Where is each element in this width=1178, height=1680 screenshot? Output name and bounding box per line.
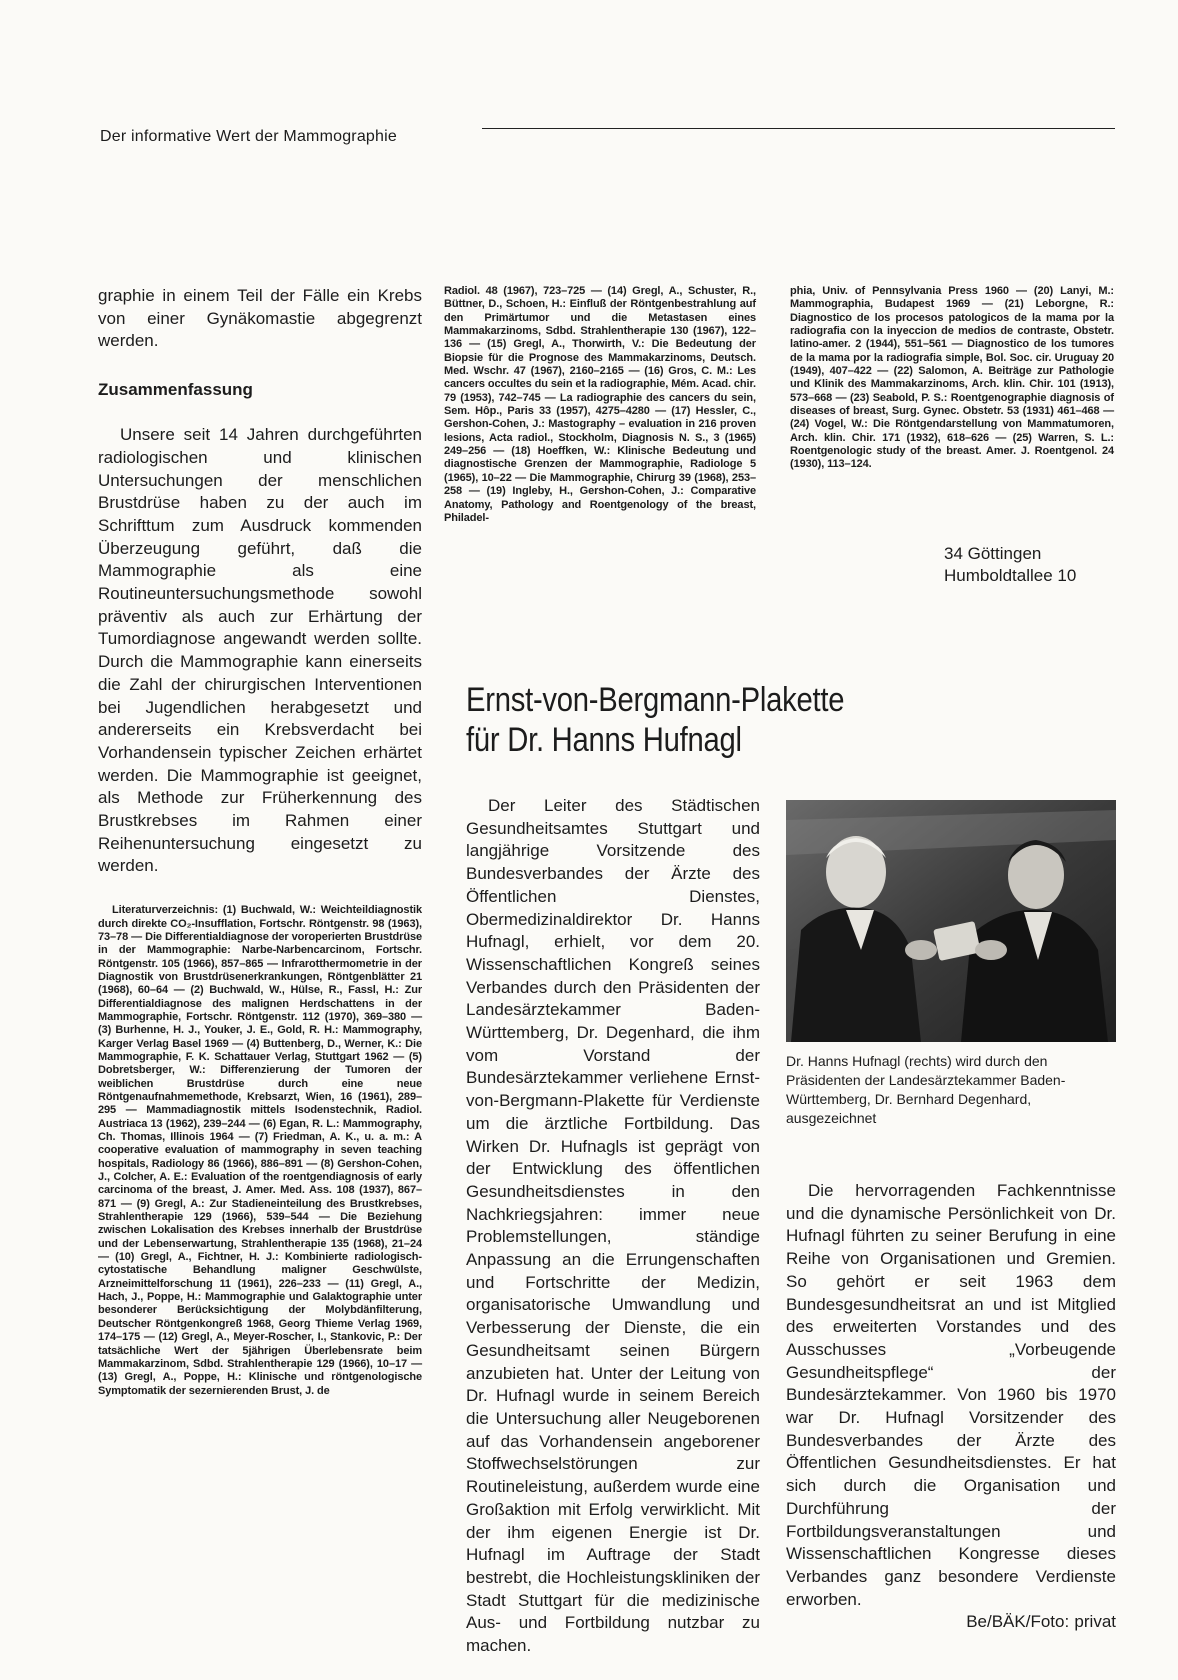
- continuation-paragraph: [98, 285, 422, 353]
- photo-caption: Dr. Hanns Hufnagl (rechts) wird durch den Präsidenten der Landesärztekammer Baden-Württemberg, Dr. Bernhard Degenhard, ausgezeichnet: [786, 1053, 1066, 1126]
- references-label: Literaturverzeichnis:: [112, 904, 219, 917]
- running-header: Der informative Wert der Mammographie: [100, 128, 397, 145]
- article-text-left: Der Leiter des Städtischen Gesundheitsamtes Stuttgart und langjährige Vorsitzende des Bundesverbandes der Ärzte des Öffentlichen Dienstes, Obermedizinaldirektor Dr. Hanns Hufnagl, erhielt, vor dem 20. Wissenschaftlichen Kongreß seines Verbandes durch den Präsidenten der Landesärztekammer Baden-Württemberg, Dr. Degenhard, die ihm vom Vorstand der Bundesärztekammer verliehene Ernst-von-Bergmann-Plakette für Verdienste um die ärztliche Fortbildung. Das Wirken Dr. Hufnagls ist geprägt von der Entwicklung des öffentlichen Gesundheitsdienstes in den Nachkriegsjahren: immer neue Problemstellungen, ständige Anpassung an die Errungenschaften und Fortschritte der Medizin, organisatorische Umwandlung und Verbesserung der Dienste, die ein Gesundheitsamt seinen Bürgern anzubieten hat. Unter der Leitung von Dr. Hufnagl wurde in seinem Bereich die Untersuchung aller Neugeborenen auf das Vorhandensein angeborener Stoffwechselstörungen zur Routineleistung, außerdem wurde eine Großaktion mit Erfolg verwirklicht. Mit der ihm eigenen Energie ist Dr. Hufnagl im Auftrage der Stadt bestrebt, die Hochleistungskliniken der Stadt Stuttgart für die medizinische Aus- und Fortbildung nutzbar zu machen.: [466, 796, 760, 1656]
- references-middle: Radiol. 48 (1967), 723–725 — (14) Gregl, A., Schuster, R., Büttner, D., Schoen, H.: Einfluß der Röntgenbestrahlung auf den Primärtumor und die Metastasen eines Mammakarzinoms, Sdbd. Strahlentherapie 130 (1967), 122–136 — (15) Gregl, A., Thorwirth, V.: Die Bedeutung der Biopsie für die Prognose des Mammakarzinoms, Deutsch. Med. Wschr. 47 (1967), 2160–2165 — (16) Gros, C. M.: Les cancers occultes du sein et la radiographie, Mém. Acad. chir. 79 (1953), 742–745 — La radiographie des cancers du sein, Sem. Hôp., Paris 33 (1957), 4275–4280 — (17) Hessler, C., Gershon-Cohen, J.: Mastography – evaluation in 216 proven lesions, Acta radiol., Stockholm, Diagnosis N. S., 3 (1965) 249–256 — (18) Hoeffken, W.: Klinische Bedeutung und diagnostische Grenzen der Mammographie, Radiologe 5 (1965), 10–22 — Die Mammographie, Chirurg 39 (1968), 253–258 — (19) Ingleby, H., Gershon-Cohen, J.: Comparative Anatomy, Pathology and Roentgenology of the breast, Philadel-: [444, 285, 756, 524]
- award-photo-illustration: [786, 800, 1116, 1042]
- references-right: phia, Univ. of Pennsylvania Press 1960 — (20) Lanyi, M.: Mammographia, Budapest 1969 — (21) Leborgne, R.: Diagnostico de los procesos patologicos de la mama por la radiografia con la inyeccion de medios de contraste, Obstetr. latino-amer. 2 (1944), 551–561 — Diagnostico de los tumores de la mama por la radiografia simple, Bol. Soc. cir. Uruguay 20 (1949), 407–422 — (22) Salomon, A. Beiträge zur Pathologie und Klinik des Mammakarzinoms, Arch. klin. Chir. 101 (1913), 573–668 — (23) Seabold, P. S.: Roentgenographie diagnosis of diseases of breast, Surg. Gynec. Obstetr. 53 (1931) 461–468 — (24) Vogel, W.: Die Röntgendarstellung von Mammatumoren, Arch. klin. Chir. 171 (1932), 618–626 — (25) Warren, S. L.: Roentgenologic study of the breast. Amer. J. Roentgenol. 24 (1930), 113–124.: [790, 285, 1114, 471]
- continuation-text: graphie in einem Teil der Fälle ein Krebs von einer Gynäkomastie abgegrenzt werden.: [98, 286, 422, 351]
- address-city: 34 Göttingen: [944, 544, 1042, 563]
- article-title: [466, 680, 1034, 760]
- header-rule: [482, 128, 1115, 129]
- award-photo: [786, 800, 1116, 1042]
- address-street: Humboldtallee 10: [944, 566, 1077, 585]
- article-title-line1: Ernst-von-Bergmann-Plakette: [466, 681, 845, 719]
- article-body-right: [786, 1180, 1116, 1634]
- summary-text: Unsere seit 14 Jahren durchgeführten radiologischen und klinischen Untersuchungen der menschlichen Brustdrüse haben zu der auch im Schrifttum zum Ausdruck kommenden Überzeugung geführt, daß die Mammographie als eine Routineuntersuchungsmethode sowohl präventiv als auch zur Erhärtung der Tumordiagnose angewandt werden sollte. Durch die Mammographie kann einerseits die Zahl der chirurgischen Interventionen bei Jugendlichen herabgesetzt und andererseits ein Krebsverdacht bei Vorhandensein typischer Zeichen erhärtet werden. Die Mammographie ist geeignet, als Methode zur Früherkennung des Brustkrebses im Rahmen einer Reihenuntersuchung eingesetzt zu werden.: [98, 425, 422, 876]
- summary-paragraph: [98, 424, 422, 878]
- article-text-right: Die hervorragenden Fachkenntnisse und die dynamische Persönlichkeit von Dr. Hufnagl führten zu seiner Berufung in eine Reihe von Organisationen und Gremien. So gehört er seit 1963 dem Bundesgesundheitsrat an und ist Mitglied des erweiterten Vorstandes und des Ausschusses „Vorbeugende Gesundheitspflege“ der Bundesärztekammer. Von 1960 bis 1970 war Dr. Hufnagl Vorsitzender des Bundesverbandes der Ärzte des Öffentlichen Gesundheitsdienstes. Er hat sich durch die Organisation und Durchführung der Fortbildungsveranstaltungen und Wissenschaftlichen Kongresse dieses Verbandes ganz besondere Verdienste erworben.: [786, 1181, 1116, 1609]
- credit-line: [786, 1611, 1116, 1634]
- references-text-left: (1) Buchwald, W.: Weichteildiagnostik durch direkte CO₂-Insufflation, Fortschr. Röntgenstr. 98 (1963), 73–78 — Die Differentialdiagnose der voroperierten Brustdrüse in der Mammographie: Narbe-Narbencarcinom, Fortschr. Röntgenstr. 105 (1966), 857–865 — Infrarotthermometrie in der Diagnostik von Brustdrüsenerkrankungen, Röntgenblätter 21 (1968), 60–64 — (2) Buchwald, W., Hülse, R., Fassl, H.: Zur Differentialdiagnose des malignen Herdschattens in der Mammographie, Fortschr. Röntgenstr. 112 (1970), 369–380 — (3) Burhenne, H. J., Youker, J. E., Gold, R. H.: Mammography, Karger Verlag Basel 1969 — (4) Buttenberg, D., Werner, K.: Die Mammographie, F. K. Schattauer Verlag, Stuttgart 1962 — (5) Dobretsberger, W.: Differenzierung der Tumoren der weiblichen Brustdrüse durch eine neue Röntgenaufnahmemethode, Krebsarzt, Wien, 16 (1961), 289–295 — Mammadiagnostik mittels Isodenstechnik, Radiol. Austriaca 13 (1962), 239–244 — (6) Egan, R. L.: Mammography, Ch. Thomas, Illinois 1964 — (7) Friedman, A. K., u. a. m.: A cooperative evaluation of mammography in seven teaching hospitals, Radiology 86 (1966), 886–891 — (8) Gershon-Cohen, J., Colcher, A. E.: Evaluation of the roentgendiagnosis of early carcinoma of the breast, J. Amer. Med. Ass. 108 (1937), 867–871 — (9) Gregl, A.: Zur Stadieneinteilung des Brustkrebses, Strahlentherapie 129 (1966), 539–544 — Die Beziehung zwischen Lokalisation des Krebses innerhalb der Brustdrüse und der Lebenserwartung, Strahlentherapie 135 (1968), 21–24 — (10) Gregl, A., Fichtner, H. J.: Kombinierte radiologisch-cytostatische Behandlung maligner Geschwülste, Arzneimittelforschung 11 (1961), 226–233 — (11) Gregl, A., Hach, J., Poppe, H.: Mammographie und Galaktographie unter besonderer Berücksichtigung der Molybdänfilterung, Deutscher Röntgenkongreß 1968, Georg Thieme Verlag 1969, 174–175 — (12) Gregl, A., Meyer-Roscher, I., Stankovic, P.: Der tatsächliche Wert der 5jährigen Überlebensrate beim Mammakarzinom, Sdbd. Strahlentherapie 129 (1966), 10–17 — (13) Gregl, A., Poppe, H.: Klinische und röntgenologische Symptomatik der sezernierenden Brust, J. de: [98, 904, 422, 1397]
- left-column: [98, 285, 422, 1398]
- references-left: [98, 904, 422, 1398]
- author-address: [944, 543, 1114, 587]
- photo-credit: Be/BÄK/Foto: privat: [966, 1612, 1116, 1632]
- article-body-left: [466, 795, 760, 1658]
- summary-heading: Zusammenfassung: [98, 380, 253, 400]
- article-title-line2: für Dr. Hanns Hufnagl: [466, 721, 742, 759]
